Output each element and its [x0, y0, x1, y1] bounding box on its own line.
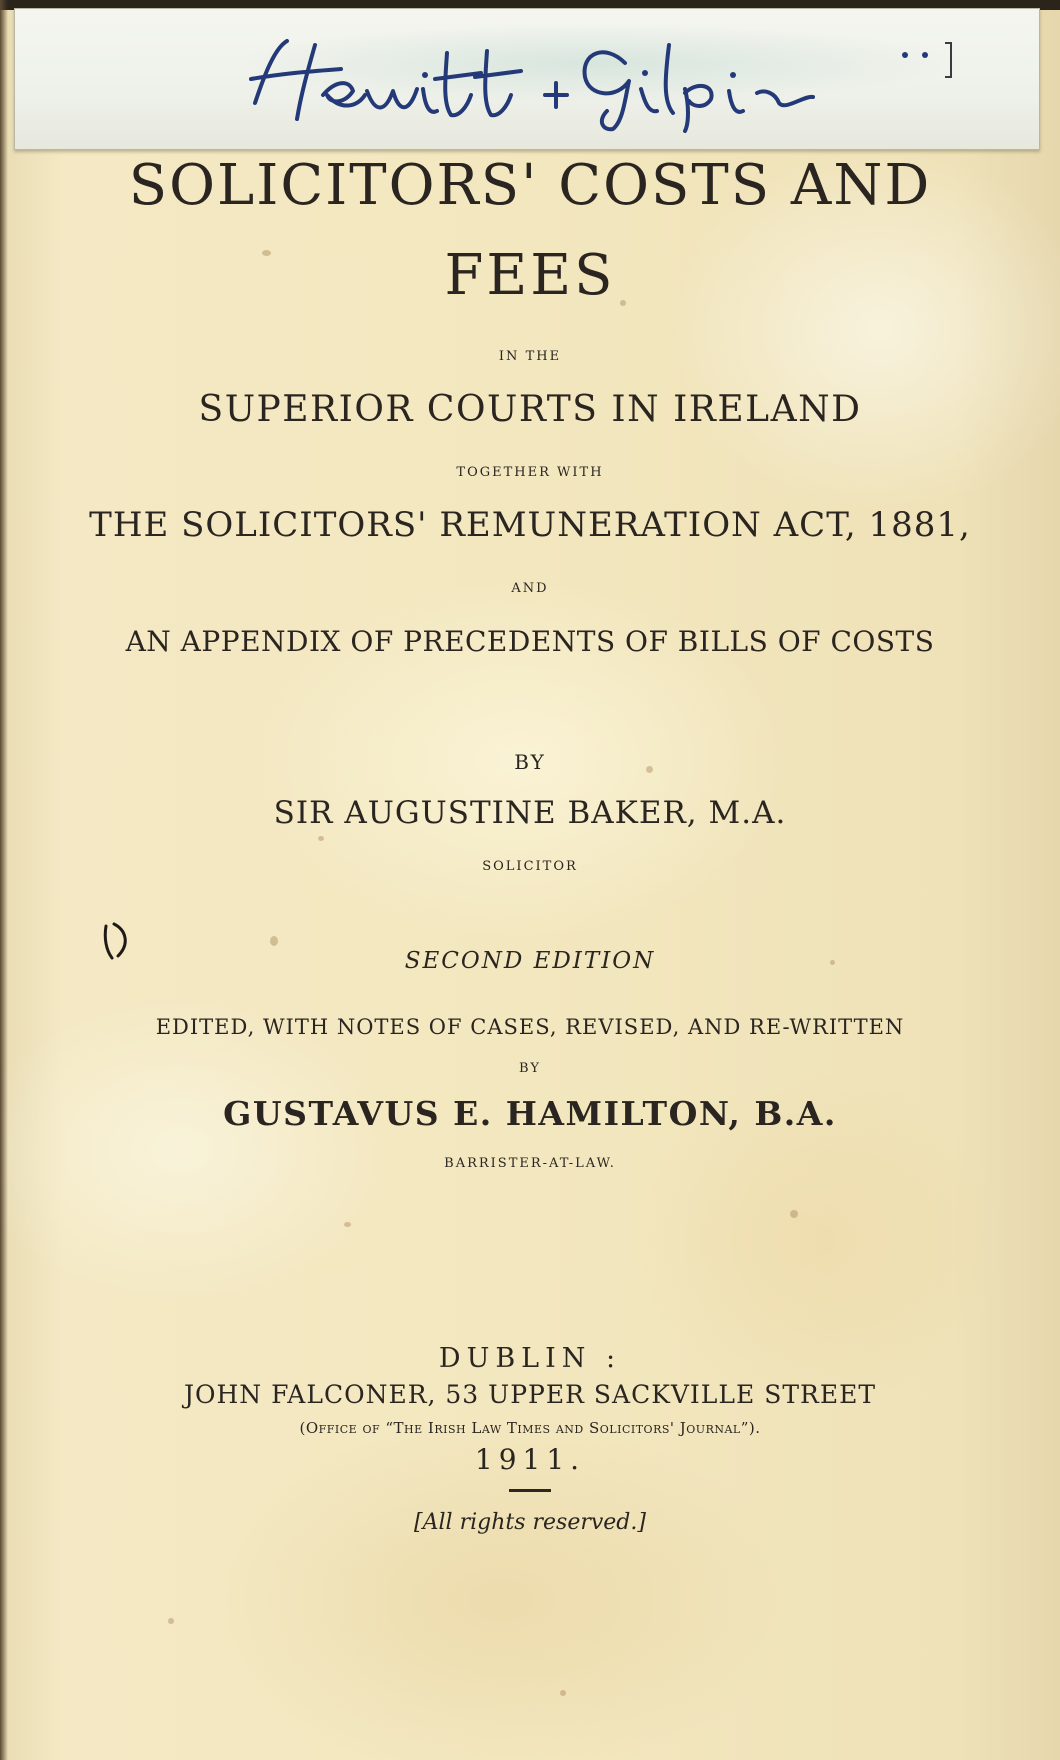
- and-label: AND: [511, 581, 549, 596]
- foxing-spot: [168, 1618, 174, 1624]
- pencil-mark-icon: [100, 918, 134, 964]
- author-name: SIR AUGUSTINE BAKER, M.A.: [273, 795, 787, 831]
- title-line-1: SOLICITORS' COSTS AND: [128, 153, 932, 218]
- appendix-subtitle: AN APPENDIX OF PRECEDENTS OF BILLS OF COSTS: [125, 625, 935, 658]
- act-subtitle: THE SOLICITORS' REMUNERATION ACT, 1881,: [89, 505, 971, 545]
- foxing-spot: [620, 300, 626, 306]
- courts-subtitle: SUPERIOR COURTS IN IRELAND: [198, 389, 862, 430]
- together-with-label: TOGETHER WITH: [456, 465, 604, 480]
- foxing-spot: [830, 960, 835, 965]
- handwritten-signature: [245, 33, 965, 133]
- foxing-spot: [646, 766, 653, 773]
- in-the-label: IN THE: [498, 349, 562, 364]
- foxing-spot: [270, 936, 278, 946]
- edition-label: SECOND EDITION: [404, 948, 656, 974]
- rights-notice: [All rights reserved.]: [414, 1510, 646, 1535]
- foxing-spot: [318, 836, 324, 841]
- editor-name: GUSTAVUS E. HAMILTON, B.A.: [223, 1094, 837, 1133]
- imprint-publisher: JOHN FALCONER, 53 UPPER SACKVILLE STREET: [183, 1380, 877, 1409]
- foxing-spot: [560, 1690, 566, 1696]
- imprint-rule: [509, 1489, 551, 1492]
- foxing-spot: [262, 250, 271, 256]
- imprint-city: DUBLIN :: [438, 1343, 622, 1374]
- editor-role: BARRISTER-AT-LAW.: [444, 1156, 616, 1171]
- by-label: BY: [514, 750, 546, 774]
- imprint-year: 1911.: [474, 1443, 586, 1476]
- imprint-office: (Office of “The Irish Law Times and Solicitors' Journal”).: [299, 1419, 761, 1437]
- edited-note: EDITED, WITH NOTES OF CASES, REVISED, AND RE-WRITTEN: [155, 1015, 905, 1039]
- foxing-spot: [344, 1222, 351, 1227]
- author-role: SOLICITOR: [482, 859, 578, 874]
- signature-drawing: [245, 33, 965, 133]
- bookplate-label: [14, 8, 1040, 150]
- foxing-spot: [790, 1210, 798, 1218]
- title-line-2: FEES: [444, 243, 616, 308]
- editor-by-label: BY: [519, 1061, 541, 1076]
